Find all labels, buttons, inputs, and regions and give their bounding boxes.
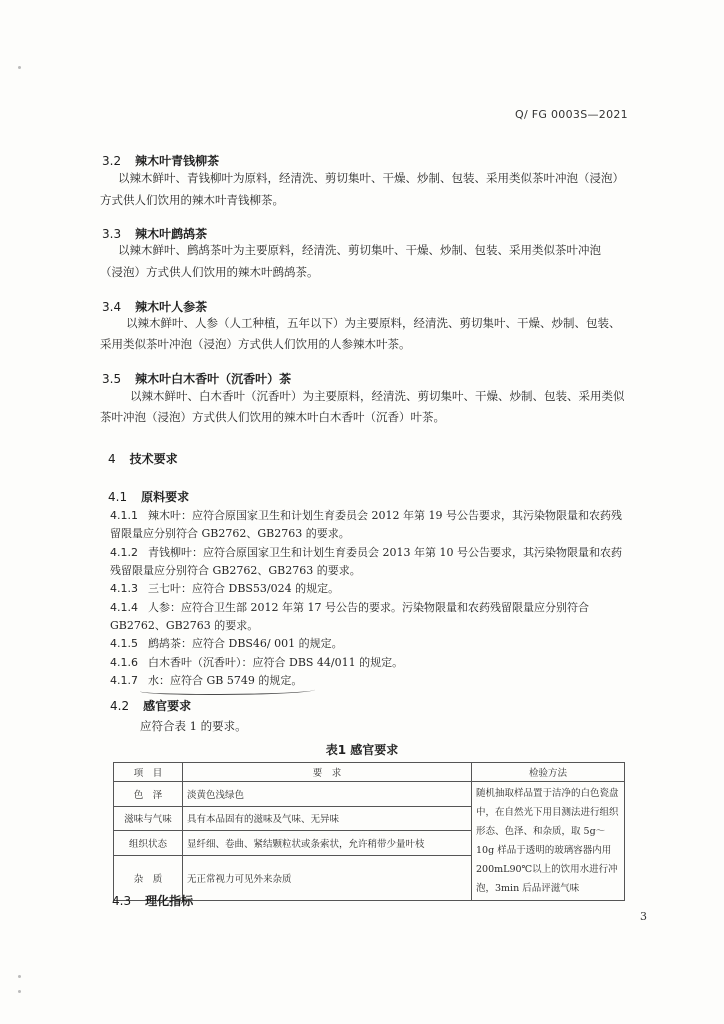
table-cell-requirement: 显纤细、卷曲、紧结颗粒状或条索状，允许稍带少量叶枝	[183, 831, 472, 856]
scan-speck	[18, 990, 21, 993]
table-header-cell: 检验方法	[472, 763, 625, 782]
section-title: 理化指标	[145, 894, 194, 908]
table-title: 表1 感官要求	[325, 743, 399, 757]
section-heading	[102, 152, 219, 169]
clause-number: 4.1.5	[110, 637, 138, 650]
table-header-row	[114, 763, 625, 782]
clause-line	[110, 506, 622, 525]
handwritten-underline	[140, 686, 315, 695]
table-row	[114, 782, 625, 807]
section-title: 技术要求	[129, 452, 178, 466]
section-heading	[102, 370, 291, 387]
section-paragraph-line: 以辣木鲜叶、人参（人工种植，五年以下）为主要原料，经清洗、剪切集叶、干燥、炒制、包装、	[126, 316, 621, 330]
clause-text: 青钱柳叶：应符合原国家卫生和计划生育委员会 2013 年第 10 号公告要求，其污染物限量和农药	[148, 546, 622, 559]
section-title: 感官要求	[143, 699, 192, 713]
table-header-cell: 要 求	[183, 763, 472, 782]
page-number: 3	[640, 910, 647, 923]
clause-text: 人参：应符合卫生部 2012 年第 17 号公告的要求。污染物限量和农药残留限量应分别符合	[148, 601, 589, 614]
clause-text: 白木香叶（沉香叶）：应符合 DBS 44/011 的规定。	[148, 656, 404, 669]
clause-text: 三七叶：应符合 DBS53/024 的规定。	[148, 582, 340, 595]
section-heading	[112, 892, 193, 909]
clause-line	[110, 653, 403, 672]
section-number: 3.3	[102, 227, 122, 241]
clause-number: 4.1.2	[110, 546, 138, 559]
clause-text: 鹧鸪茶：应符合 DBS46/ 001 的规定。	[148, 637, 343, 650]
clause-number: 4.1.4	[110, 601, 138, 614]
clause-line	[110, 598, 589, 617]
section-paragraph-line: 茶叶冲泡（浸泡）方式供人们饮用的辣木叶白木香叶（沉香）叶茶。	[100, 410, 445, 424]
table-cell-requirement: 无正常视力可见外来杂质	[183, 855, 472, 900]
sensory-requirements-table	[113, 762, 625, 901]
clause-text: 辣木叶：应符合原国家卫生和计划生育委员会 2012 年第 19 号公告要求，其污染物限量和农药残	[148, 509, 622, 522]
clause-text: 水：应符合 GB 5749 的规定。	[148, 674, 303, 687]
section-heading	[108, 488, 189, 505]
section-heading	[108, 450, 178, 467]
section-paragraph-line: 以辣木鲜叶、白木香叶（沉香叶）为主要原料，经清洗、剪切集叶、干燥、炒制、包装、采用类似	[130, 389, 625, 403]
section-number: 4	[108, 452, 116, 466]
section-paragraph-line: （浸泡）方式供人们饮用的辣木叶鹧鸪茶。	[100, 265, 319, 279]
scan-speck	[18, 66, 21, 69]
section-number: 4.3	[112, 894, 132, 908]
clause-line	[110, 634, 343, 653]
section-paragraph-line: 以辣木鲜叶、鹧鸪茶叶为主要原料，经清洗、剪切集叶、干燥、炒制、包装、采用类似茶叶冲泡	[118, 243, 601, 257]
section-paragraph-line: 应符合表 1 的要求。	[140, 719, 247, 733]
document-code: Q/ FG 0003S—2021	[515, 108, 628, 121]
table-header-cell: 项 目	[114, 763, 183, 782]
clause-line: GB2762、GB2763 的要求。	[110, 619, 259, 632]
clause-number: 4.1.3	[110, 582, 138, 595]
clause-number: 4.1.7	[110, 674, 138, 687]
section-paragraph-line: 采用类似茶叶冲泡（浸泡）方式供人们饮用的人参辣木叶茶。	[100, 337, 411, 351]
table-cell-requirement: 具有本品固有的滋味及气味、无异味	[183, 806, 472, 831]
table-cell-item: 组织状态	[114, 831, 183, 856]
table-cell-item: 色 泽	[114, 782, 183, 807]
clause-line: 留限量应分别符合 GB2762、GB2763 的要求。	[110, 527, 350, 540]
clause-line	[110, 579, 339, 598]
table-cell-item: 滋味与气味	[114, 806, 183, 831]
section-title: 辣木叶青钱柳茶	[135, 154, 220, 168]
clause-number: 4.1.1	[110, 509, 138, 522]
section-title: 辣木叶白木香叶（沉香叶）茶	[135, 372, 292, 386]
table-cell-method: 随机抽取样品置于洁净的白色瓷盘中，在自然光下用目测法进行组织形态、色泽、和杂质，取 5g～10g 样品于透明的玻璃容器内用 200mL90℃以上的饮用水进行冲泡，3min 后品评滋气味	[472, 782, 625, 901]
section-paragraph-line: 以辣木鲜叶、青钱柳叶为原料，经清洗、剪切集叶、干燥、炒制、包装、采用类似茶叶冲泡（浸泡）	[118, 171, 624, 185]
table-cell-requirement: 淡黄色浅绿色	[183, 782, 472, 807]
section-title: 辣木叶鹧鸪茶	[135, 227, 208, 241]
section-number: 4.1	[108, 490, 128, 504]
clause-number: 4.1.6	[110, 656, 138, 669]
scan-speck	[18, 975, 21, 978]
section-number: 3.5	[102, 372, 122, 386]
section-heading	[110, 697, 191, 714]
section-title: 原料要求	[141, 490, 190, 504]
section-title: 辣木叶人参茶	[135, 300, 208, 314]
section-paragraph-line: 方式供人们饮用的辣木叶青钱柳茶。	[100, 193, 284, 207]
clause-line: 残留限量应分别符合 GB2762、GB2763 的要求。	[110, 564, 361, 577]
section-number: 3.4	[102, 300, 122, 314]
clause-line	[110, 543, 622, 562]
section-number: 3.2	[102, 154, 122, 168]
table-cell-item: 杂 质	[114, 855, 183, 900]
section-number: 4.2	[110, 699, 130, 713]
